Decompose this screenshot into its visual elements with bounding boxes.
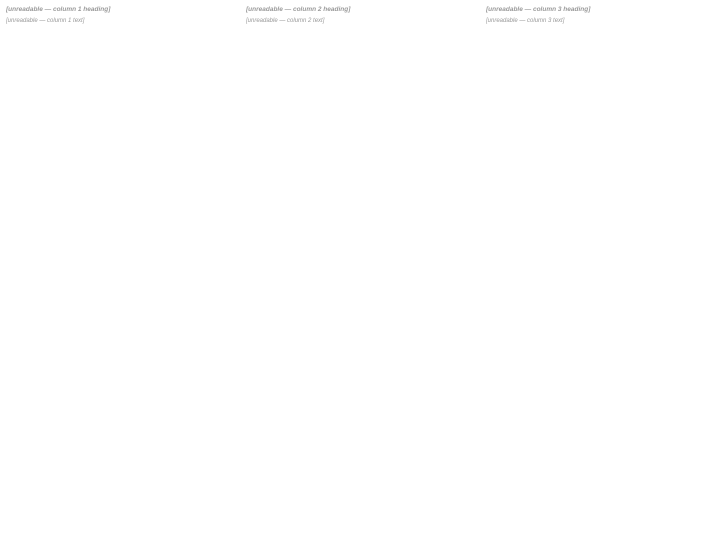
column-3-heading: [unreadable — column 3 heading] — [486, 6, 591, 13]
column-3-paragraph: [unreadable — column 3 text] — [486, 18, 565, 24]
text-column-3 — [486, 6, 714, 534]
text-column-2 — [246, 6, 474, 534]
column-1-heading: [unreadable — column 1 heading] — [6, 6, 111, 13]
text-column-1 — [6, 6, 234, 534]
column-2-paragraph: [unreadable — column 2 text] — [246, 18, 325, 24]
column-1-paragraph: [unreadable — column 1 text] — [6, 18, 85, 24]
column-2-heading: [unreadable — column 2 heading] — [246, 6, 351, 13]
